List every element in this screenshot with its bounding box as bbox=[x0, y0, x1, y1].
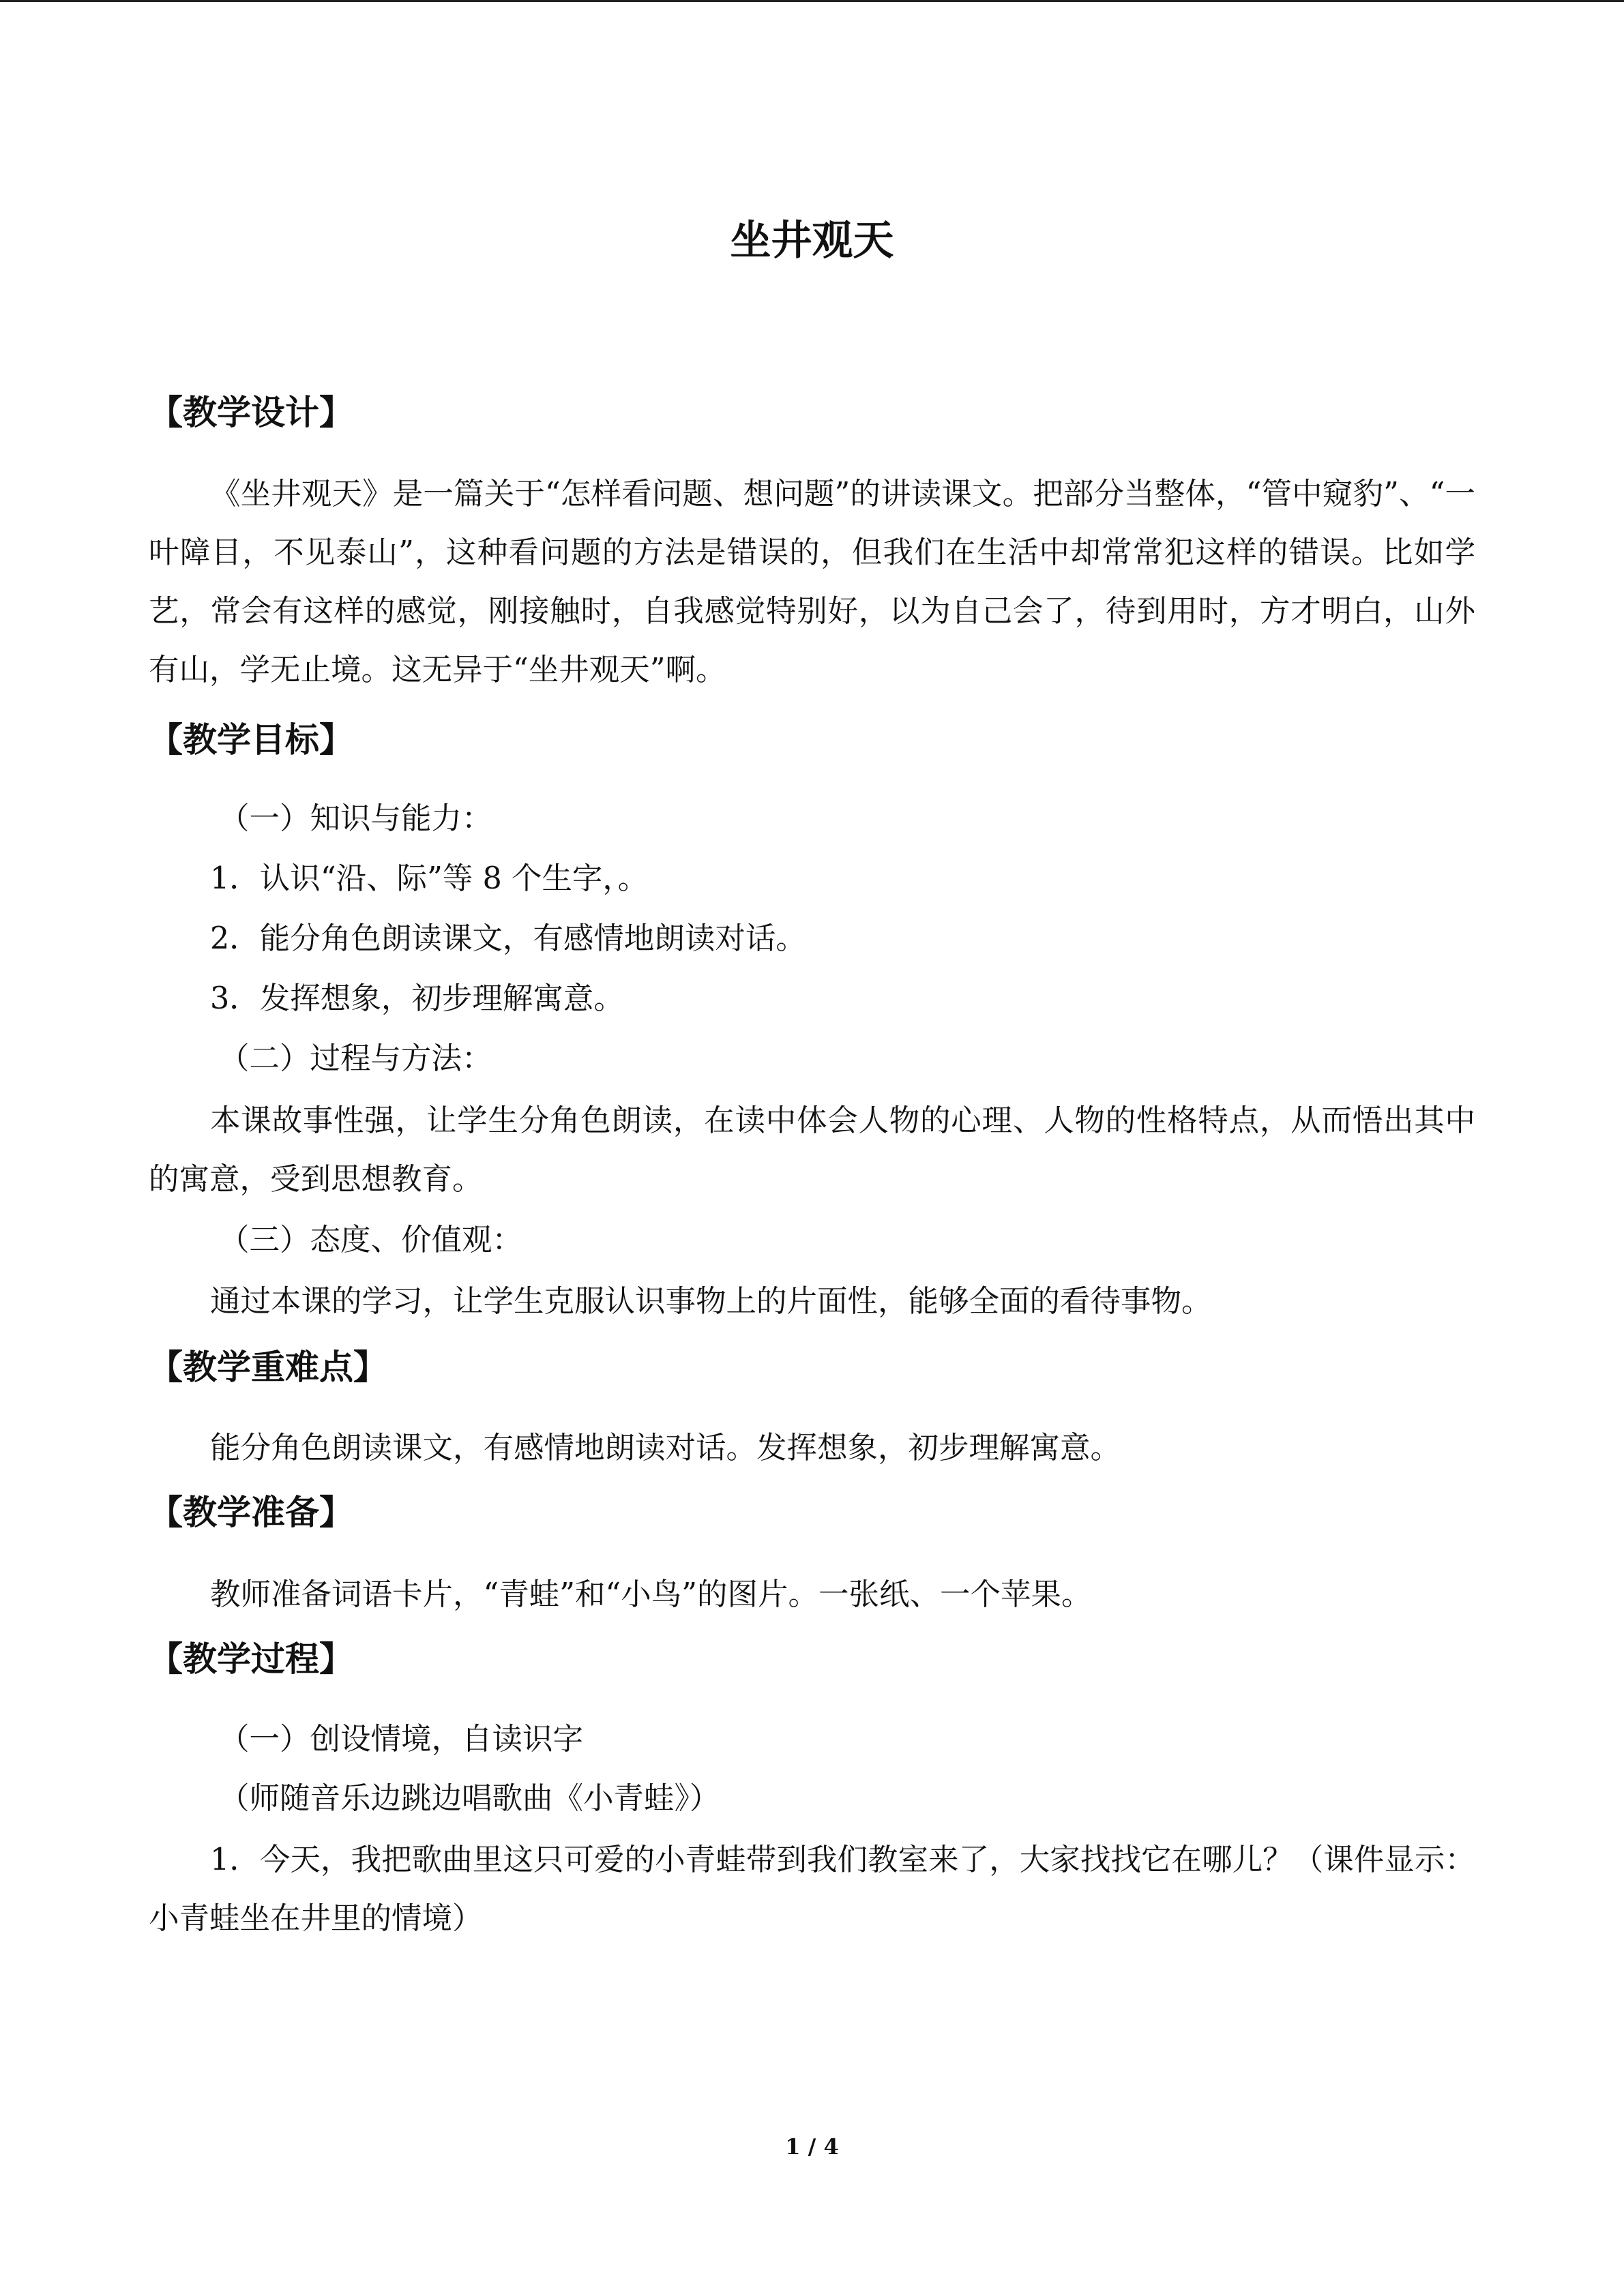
page-number: 1 / 4 bbox=[785, 2134, 839, 2160]
goals-item-2: 2．能分角色朗读课文，有感情地朗读对话。 bbox=[210, 921, 806, 956]
process-step-1-paragraph: 1．今天，我把歌曲里这只可爱的小青蛙带到我们教室来了，大家找找它在哪儿？（课件显示：小青蛙坐在井里的情境） bbox=[149, 1843, 1475, 1936]
heading-process: 【教学过程】 bbox=[149, 1639, 353, 1679]
goals-subheading-method: （二）过程与方法： bbox=[219, 1041, 492, 1076]
heading-key-points: 【教学重难点】 bbox=[149, 1347, 387, 1387]
goals-attitude-line: 通过本课的学习，让学生克服认识事物上的片面性，能够全面的看待事物。 bbox=[210, 1284, 1212, 1319]
heading-preparation: 【教学准备】 bbox=[149, 1493, 353, 1532]
page-top-border bbox=[0, 0, 1624, 2]
heading-teaching-goals: 【教学目标】 bbox=[149, 720, 353, 760]
goals-method-paragraph: 本课故事性强，让学生分角色朗读，在读中体会人物的心理、人物的性格特点，从而悟出其中的寓意，受到思想教育。 bbox=[149, 1103, 1475, 1197]
goals-subheading-attitude: （三）态度、价值观： bbox=[219, 1223, 523, 1257]
goals-item-1: 1．认识“沿、际”等 8 个生字，。 bbox=[210, 861, 649, 896]
key-points-line: 能分角色朗读课文，有感情地朗读对话。发挥想象，初步理解寓意。 bbox=[210, 1431, 1121, 1465]
process-subheading-context: （一）创设情境，自读识字 bbox=[219, 1722, 584, 1757]
goals-subheading-knowledge: （一）知识与能力： bbox=[219, 801, 492, 836]
document-title: 坐井观天 bbox=[730, 217, 894, 265]
heading-teaching-design: 【教学设计】 bbox=[149, 393, 353, 432]
goals-item-3: 3．发挥想象，初步理解寓意。 bbox=[210, 981, 624, 1016]
preparation-line: 教师准备词语卡片，“青蛙”和“小鸟”的图片。一张纸、一个苹果。 bbox=[210, 1577, 1092, 1612]
process-note: （师随音乐边跳边唱歌曲《小青蛙》） bbox=[219, 1781, 720, 1816]
design-paragraph: 《坐井观天》是一篇关于“怎样看问题、想问题”的讲读课文。把部分当整体，“管中窥豹”、“一叶障目，不见泰山”，这种看问题的方法是错误的，但我们在生活中却常常犯这样的错误。比如学艺，常会有这样的感觉，刚接触时，自我感觉特别好，以为自己会了，待到用时，方才明白，山外有山，学无止境。这无异于“坐井观天”啊。 bbox=[149, 477, 1475, 687]
